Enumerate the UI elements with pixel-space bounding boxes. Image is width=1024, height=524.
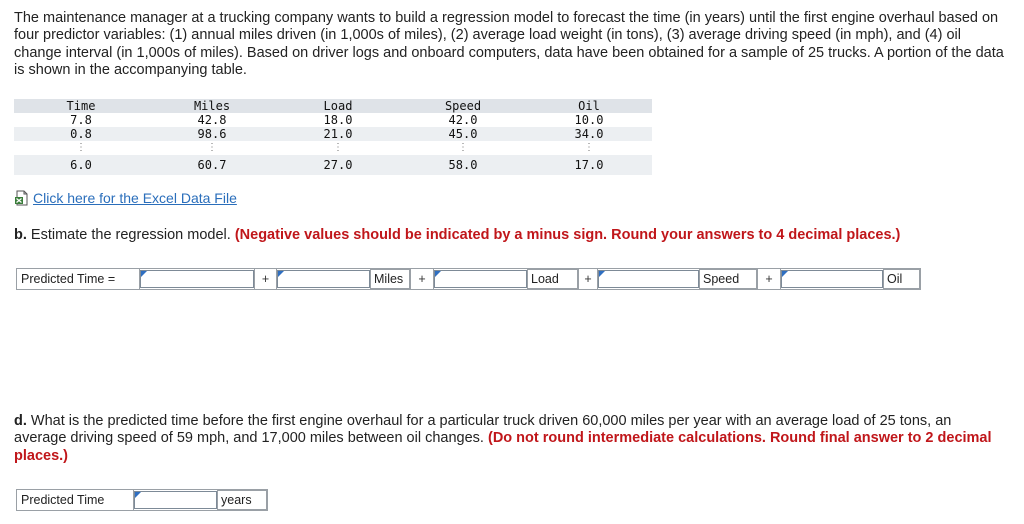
table-cell: 7.8 xyxy=(70,113,92,127)
header-speed: Speed xyxy=(444,99,482,113)
table-header-row xyxy=(14,99,652,113)
input-flag-icon xyxy=(599,271,605,277)
question-d-text: What is the predicted time before the first engine overhaul for a particular truck driven 60,000 miles per year with an average load of 25 tons, an average driving speed of 59 mph, and 17,000 miles between oil changes. xyxy=(14,413,952,447)
question-b-instruction: (Negative values should be indicated by a minus sign. Round your answers to 4 decimal places.) xyxy=(234,227,901,243)
predicted-time-field[interactable] xyxy=(135,492,216,508)
table-cell: 0.8 xyxy=(70,127,92,141)
table-cell: 27.0 xyxy=(276,155,400,175)
miles-coef-input[interactable] xyxy=(277,270,370,288)
table-cell: 58.0 xyxy=(400,155,526,175)
excel-link-label[interactable]: Click here for the Excel Data File xyxy=(33,190,237,206)
prediction-row xyxy=(16,489,268,511)
var-speed: Speed xyxy=(699,269,757,289)
var-miles: Miles xyxy=(370,269,410,289)
ellipsis-cell: ⋮ xyxy=(458,142,468,153)
predicted-time-input[interactable] xyxy=(134,491,217,509)
table-row xyxy=(14,127,652,141)
header-miles: Miles xyxy=(193,99,231,113)
intercept-field[interactable] xyxy=(141,271,253,287)
question-b-label: b. xyxy=(14,227,27,243)
table-ellipsis-row xyxy=(14,141,652,155)
input-flag-icon xyxy=(141,271,147,277)
table-cell: 42.8 xyxy=(197,113,227,127)
predicted-time-equals-label: Predicted Time = xyxy=(17,269,140,289)
question-d-instruction: (Do not round intermediate calculations. Round final answer to 2 decimal places.) xyxy=(14,430,992,464)
input-flag-icon xyxy=(782,271,788,277)
excel-file-icon xyxy=(14,190,30,206)
header-time: Time xyxy=(66,99,96,113)
question-d-label: d. xyxy=(14,413,27,429)
table-row xyxy=(14,155,652,175)
problem-intro: The maintenance manager at a trucking company wants to build a regression model to forecast the time (in years) until the first engine overhaul based on four predictor variables: (1) annual miles driven (in 1,000s of miles), (2) average load weight (in tons), (3) average driving speed (in mph), and (4) oil change interval (in 1,000s of miles). Based on driver logs and onboard computers, data have been obtained for a sample of 25 trucks. A portion of the data is shown in the accompanying table. xyxy=(14,10,1004,79)
ellipsis-cell: ⋮ xyxy=(76,142,86,153)
var-load: Load xyxy=(527,269,578,289)
table-cell: 18.0 xyxy=(323,113,353,127)
table-cell: 6.0 xyxy=(14,155,148,175)
table-cell: 45.0 xyxy=(448,127,478,141)
plus-sign: + xyxy=(254,269,277,289)
load-coef-input[interactable] xyxy=(434,270,527,288)
ellipsis-cell: ⋮ xyxy=(333,142,343,153)
table-row xyxy=(14,113,652,127)
table-cell: 34.0 xyxy=(574,127,604,141)
header-oil: Oil xyxy=(578,99,600,113)
table-cell: 17.0 xyxy=(526,155,652,175)
plus-sign: + xyxy=(578,269,598,289)
oil-coef-input[interactable] xyxy=(781,270,883,288)
header-load: Load xyxy=(323,99,353,113)
input-flag-icon xyxy=(435,271,441,277)
load-coef-field[interactable] xyxy=(435,271,526,287)
years-unit-label: years xyxy=(217,490,267,510)
data-table xyxy=(14,99,652,175)
intercept-input[interactable] xyxy=(140,270,254,288)
question-b xyxy=(14,227,1004,244)
var-oil: Oil xyxy=(883,269,920,289)
table-cell: 21.0 xyxy=(323,127,353,141)
excel-data-link[interactable] xyxy=(14,190,237,206)
table-cell: 98.6 xyxy=(197,127,227,141)
miles-coef-field[interactable] xyxy=(278,271,369,287)
question-d xyxy=(14,413,1004,465)
input-flag-icon xyxy=(135,492,141,498)
oil-coef-field[interactable] xyxy=(782,271,882,287)
question-b-text: Estimate the regression model. xyxy=(30,227,231,243)
table-cell: 10.0 xyxy=(574,113,604,127)
speed-coef-input[interactable] xyxy=(598,270,699,288)
input-flag-icon xyxy=(278,271,284,277)
plus-sign: + xyxy=(410,269,434,289)
table-cell: 60.7 xyxy=(148,155,276,175)
table-cell: 42.0 xyxy=(448,113,478,127)
plus-sign: + xyxy=(757,269,781,289)
ellipsis-cell: ⋮ xyxy=(207,142,217,153)
predicted-time-label: Predicted Time xyxy=(17,490,134,510)
ellipsis-cell: ⋮ xyxy=(584,142,594,153)
speed-coef-field[interactable] xyxy=(599,271,698,287)
regression-model-row xyxy=(16,268,921,290)
